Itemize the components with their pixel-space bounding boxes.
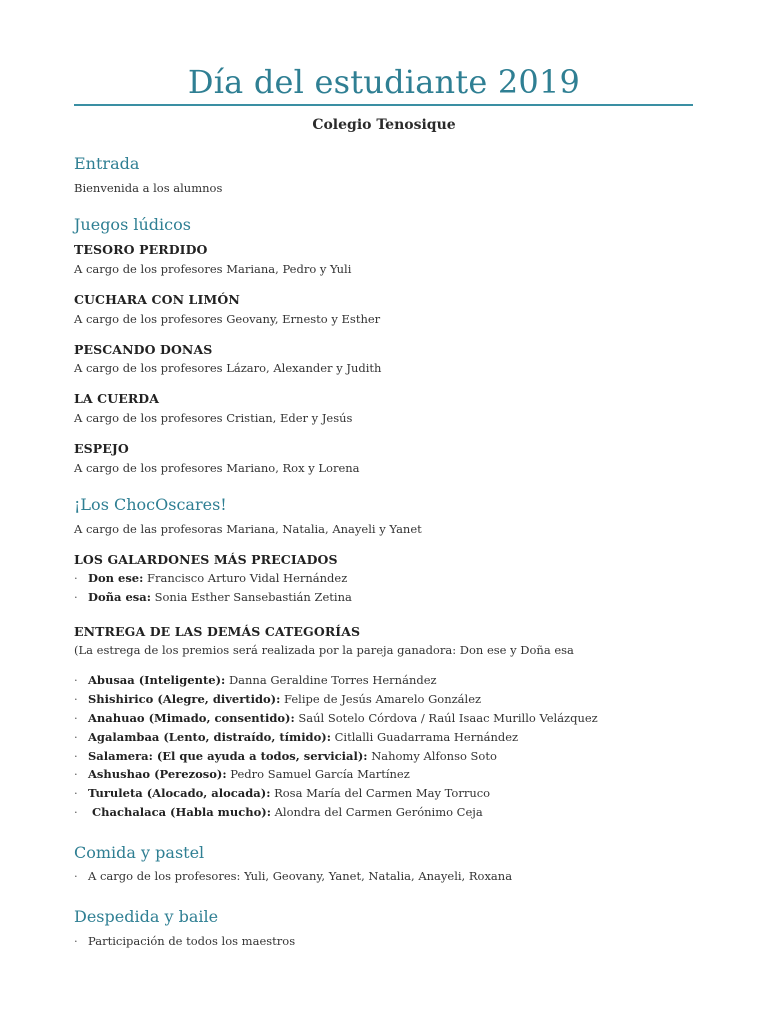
despedida-item: Participación de todos los maestros (88, 934, 296, 948)
chocoscares-text: A cargo de las profesoras Mariana, Natalia, Anayeli y Yanet (74, 522, 422, 536)
list-item (74, 767, 410, 781)
award-winner: Nahomy Alfonso Soto (371, 749, 497, 763)
award-name: Doña esa: (88, 590, 151, 604)
game-desc: A cargo de los profesores Mariano, Rox y Lorena (74, 461, 360, 475)
list-item (74, 805, 483, 819)
game-desc: A cargo de los profesores Geovany, Ernesto y Esther (74, 312, 381, 326)
list-item (74, 711, 598, 725)
award-name: Don ese: (88, 571, 144, 585)
entrada-text: Bienvenida a los alumnos (74, 181, 223, 195)
award-name: Salamera: (El que ayuda a todos, servicial): (88, 749, 368, 763)
award-name: Agalambaa (Lento, distraído, tímido): (88, 730, 331, 744)
bullet-icon: · (74, 786, 78, 800)
award-winner: Citlalli Guadarrama Hernández (334, 730, 519, 744)
list-item (74, 730, 518, 744)
bullet-icon: · (74, 711, 78, 725)
bullet-icon: · (74, 767, 78, 781)
game-desc: A cargo de los profesores Lázaro, Alexander y Judith (74, 361, 382, 375)
award-name: Anahuao (Mimado, consentido): (88, 711, 295, 725)
award-name: Shishirico (Alegre, divertido): (88, 692, 281, 706)
bullet-icon: · (74, 934, 78, 948)
comida-item: A cargo de los profesores: Yuli, Geovany, Yanet, Natalia, Anayeli, Roxana (88, 869, 513, 883)
game-name: PESCANDO DONAS (74, 342, 213, 357)
list-item (74, 749, 497, 763)
award-winner: Pedro Samuel García Martínez (230, 767, 410, 781)
bullet-icon: · (74, 692, 78, 706)
list-item (74, 786, 490, 800)
bullet-icon: · (74, 730, 78, 744)
award-winner: Sonia Esther Sansebastián Zetina (154, 590, 352, 604)
award-name: Abusaa (Inteligente): (88, 673, 226, 687)
list-item (74, 673, 437, 687)
list-item (74, 692, 481, 706)
bullet-icon: · (74, 673, 78, 687)
award-name: Turuleta (Alocado, alocada): (88, 786, 271, 800)
categorias-heading: ENTREGA DE LAS DEMÁS CATEGORÍAS (74, 624, 361, 639)
section-heading-entrada: Entrada (74, 154, 140, 173)
game-name: CUCHARA CON LIMÓN (74, 292, 240, 307)
award-winner: Alondra del Carmen Gerónimo Ceja (274, 805, 483, 819)
award-name: Ashushao (Perezoso): (88, 767, 227, 781)
list-item (74, 571, 347, 585)
bullet-icon: · (74, 869, 78, 883)
game-name: LA CUERDA (74, 391, 160, 406)
game-desc: A cargo de los profesores Cristian, Eder y Jesús (74, 411, 353, 425)
title-divider (74, 104, 693, 106)
section-heading-juegos: Juegos lúdicos (74, 215, 191, 234)
section-heading-chocoscares: ¡Los ChocOscares! (74, 495, 227, 514)
award-name: Chachalaca (Habla mucho): (88, 805, 271, 819)
award-winner: Francisco Arturo Vidal Hernández (147, 571, 348, 585)
section-heading-despedida: Despedida y baile (74, 907, 219, 926)
award-winner: Danna Geraldine Torres Hernández (228, 673, 437, 687)
award-winner: Saúl Sotelo Córdova / Raúl Isaac Murillo Velázquez (298, 711, 598, 725)
page-title: Día del estudiante 2019 (187, 63, 581, 101)
bullet-icon: · (74, 571, 78, 585)
list-item (74, 590, 352, 604)
game-desc: A cargo de los profesores Mariana, Pedro y Yuli (74, 262, 352, 276)
bullet-icon: · (74, 805, 78, 819)
game-name: TESORO PERDIDO (74, 242, 208, 257)
award-winner: Rosa María del Carmen May Torruco (274, 786, 491, 800)
award-winner: Felipe de Jesús Amarelo González (284, 692, 482, 706)
section-heading-comida: Comida y pastel (74, 843, 205, 862)
bullet-icon: · (74, 590, 78, 604)
list-item (74, 869, 512, 883)
list-item (74, 934, 295, 948)
bullet-icon: · (74, 749, 78, 763)
page-subtitle: Colegio Tenosique (312, 117, 456, 133)
categorias-note: (La estrega de los premios será realizada por la pareja ganadora: Don ese y Doña esa (74, 643, 574, 657)
galardones-heading: LOS GALARDONES MÁS PRECIADOS (74, 552, 338, 567)
game-name: ESPEJO (74, 441, 129, 456)
